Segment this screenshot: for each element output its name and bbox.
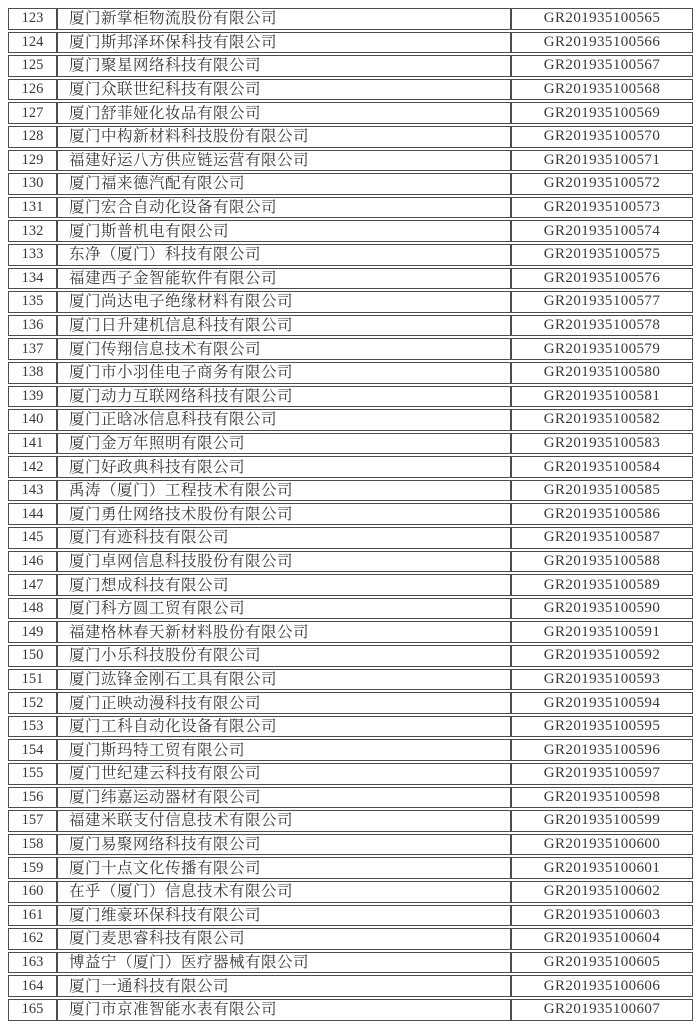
company-name-cell: 禹涛（厦门）工程技术有限公司 [57,480,511,502]
certificate-code-cell: GR201935100589 [511,574,693,596]
row-number-cell: 147 [8,574,57,596]
certificate-code-cell: GR201935100581 [511,386,693,408]
table-row [8,881,693,903]
row-number-cell: 156 [8,787,57,809]
certificate-code-cell: GR201935100600 [511,834,693,856]
row-number-cell: 134 [8,268,57,290]
certificate-code-cell: GR201935100578 [511,315,693,337]
company-name-cell: 厦门舒菲娅化妆品有限公司 [57,102,511,124]
company-name-cell: 福建西子金智能软件有限公司 [57,268,511,290]
company-name-cell: 厦门市京准智能水表有限公司 [57,999,511,1021]
certificate-code-cell: GR201935100588 [511,551,693,573]
row-number-cell: 154 [8,739,57,761]
company-name-cell: 厦门麦思睿科技有限公司 [57,928,511,950]
table-row [8,173,693,195]
company-name-cell: 厦门聚星网络科技有限公司 [57,55,511,77]
company-name-cell: 厦门想成科技有限公司 [57,574,511,596]
company-name-cell: 东净（厦门）科技有限公司 [57,244,511,266]
row-number-cell: 157 [8,810,57,832]
table-row [8,503,693,525]
company-name-cell: 厦门竑锋金刚石工具有限公司 [57,669,511,691]
certificate-code-cell: GR201935100567 [511,55,693,77]
certificate-code-cell: GR201935100596 [511,739,693,761]
company-certificate-table [8,6,693,1023]
table-row [8,102,693,124]
table-row [8,787,693,809]
certificate-code-cell: GR201935100569 [511,102,693,124]
table-row [8,362,693,384]
company-name-cell: 厦门日升建机信息科技有限公司 [57,315,511,337]
row-number-cell: 142 [8,456,57,478]
certificate-code-cell: GR201935100598 [511,787,693,809]
row-number-cell: 146 [8,551,57,573]
certificate-code-cell: GR201935100576 [511,268,693,290]
table-row [8,834,693,856]
company-name-cell: 厦门动力互联网络科技有限公司 [57,386,511,408]
row-number-cell: 161 [8,905,57,927]
table-row [8,952,693,974]
company-name-cell: 厦门众联世纪科技有限公司 [57,79,511,101]
row-number-cell: 153 [8,716,57,738]
row-number-cell: 155 [8,763,57,785]
certificate-code-cell: GR201935100597 [511,763,693,785]
row-number-cell: 158 [8,834,57,856]
table-row [8,456,693,478]
table-row [8,386,693,408]
row-number-cell: 150 [8,645,57,667]
company-name-cell: 厦门勇仕网络技术股份有限公司 [57,503,511,525]
company-name-cell: 厦门斯玛特工贸有限公司 [57,739,511,761]
certificate-code-cell: GR201935100580 [511,362,693,384]
company-name-cell: 厦门小乐科技股份有限公司 [57,645,511,667]
certificate-code-cell: GR201935100601 [511,857,693,879]
row-number-cell: 149 [8,621,57,643]
company-name-cell: 厦门福来德汽配有限公司 [57,173,511,195]
company-name-cell: 厦门好政典科技有限公司 [57,456,511,478]
row-number-cell: 143 [8,480,57,502]
row-number-cell: 124 [8,32,57,54]
company-name-cell: 厦门工科自动化设备有限公司 [57,716,511,738]
certificate-code-cell: GR201935100604 [511,928,693,950]
table-row [8,268,693,290]
table-row [8,197,693,219]
table-row [8,527,693,549]
certificate-code-cell: GR201935100586 [511,503,693,525]
table-row [8,739,693,761]
row-number-cell: 138 [8,362,57,384]
company-name-cell: 厦门易聚网络科技有限公司 [57,834,511,856]
certificate-code-cell: GR201935100605 [511,952,693,974]
row-number-cell: 127 [8,102,57,124]
company-name-cell: 厦门纬嘉运动器材有限公司 [57,787,511,809]
company-name-cell: 福建格林春天新材料股份有限公司 [57,621,511,643]
certificate-code-cell: GR201935100583 [511,433,693,455]
row-number-cell: 151 [8,669,57,691]
row-number-cell: 129 [8,150,57,172]
table-row [8,669,693,691]
row-number-cell: 160 [8,881,57,903]
company-name-cell: 厦门传翔信息技术有限公司 [57,338,511,360]
company-name-cell: 博益宁（厦门）医疗器械有限公司 [57,952,511,974]
table-row [8,126,693,148]
row-number-cell: 136 [8,315,57,337]
company-name-cell: 厦门正晗冰信息科技有限公司 [57,409,511,431]
row-number-cell: 137 [8,338,57,360]
table-row [8,763,693,785]
table-row [8,409,693,431]
table-row [8,220,693,242]
table-row [8,433,693,455]
table-row [8,291,693,313]
certificate-code-cell: GR201935100594 [511,692,693,714]
company-name-cell: 在乎（厦门）信息技术有限公司 [57,881,511,903]
certificate-code-cell: GR201935100590 [511,598,693,620]
company-name-cell: 厦门金万年照明有限公司 [57,433,511,455]
certificate-code-cell: GR201935100572 [511,173,693,195]
company-name-cell: 厦门宏合自动化设备有限公司 [57,197,511,219]
table-row [8,621,693,643]
table-row [8,55,693,77]
table-row [8,999,693,1021]
company-name-cell: 厦门中构新材料科技股份有限公司 [57,126,511,148]
certificate-code-cell: GR201935100577 [511,291,693,313]
table-row [8,338,693,360]
certificate-code-cell: GR201935100585 [511,480,693,502]
certificate-code-cell: GR201935100595 [511,716,693,738]
company-name-cell: 厦门斯普机电有限公司 [57,220,511,242]
row-number-cell: 128 [8,126,57,148]
table-body [8,8,693,1021]
row-number-cell: 145 [8,527,57,549]
row-number-cell: 125 [8,55,57,77]
certificate-code-cell: GR201935100579 [511,338,693,360]
row-number-cell: 133 [8,244,57,266]
certificate-code-cell: GR201935100573 [511,197,693,219]
table-row [8,480,693,502]
certificate-code-cell: GR201935100568 [511,79,693,101]
certificate-code-cell: GR201935100599 [511,810,693,832]
company-name-cell: 厦门科方圆工贸有限公司 [57,598,511,620]
table-row [8,315,693,337]
row-number-cell: 141 [8,433,57,455]
row-number-cell: 163 [8,952,57,974]
table-row [8,928,693,950]
table-row [8,645,693,667]
company-name-cell: 福建好运八方供应链运营有限公司 [57,150,511,172]
table-row [8,692,693,714]
certificate-code-cell: GR201935100603 [511,905,693,927]
table-row [8,244,693,266]
row-number-cell: 132 [8,220,57,242]
certificate-code-cell: GR201935100602 [511,881,693,903]
certificate-code-cell: GR201935100591 [511,621,693,643]
company-name-cell: 厦门斯邦泽环保科技有限公司 [57,32,511,54]
company-name-cell: 厦门正映动漫科技有限公司 [57,692,511,714]
row-number-cell: 152 [8,692,57,714]
table-row [8,79,693,101]
row-number-cell: 123 [8,8,57,30]
company-name-cell: 厦门一通科技有限公司 [57,975,511,997]
table-row [8,150,693,172]
table-row [8,905,693,927]
row-number-cell: 144 [8,503,57,525]
certificate-code-cell: GR201935100606 [511,975,693,997]
row-number-cell: 148 [8,598,57,620]
row-number-cell: 164 [8,975,57,997]
company-name-cell: 厦门市小羽佳电子商务有限公司 [57,362,511,384]
company-name-cell: 厦门世纪建云科技有限公司 [57,763,511,785]
row-number-cell: 126 [8,79,57,101]
certificate-code-cell: GR201935100582 [511,409,693,431]
row-number-cell: 162 [8,928,57,950]
company-name-cell: 厦门卓网信息科技股份有限公司 [57,551,511,573]
company-name-cell: 厦门十点文化传播有限公司 [57,857,511,879]
table-row [8,810,693,832]
table-row [8,975,693,997]
table-row [8,8,693,30]
certificate-code-cell: GR201935100575 [511,244,693,266]
row-number-cell: 165 [8,999,57,1021]
certificate-code-cell: GR201935100587 [511,527,693,549]
row-number-cell: 135 [8,291,57,313]
company-name-cell: 厦门尚达电子绝缘材料有限公司 [57,291,511,313]
row-number-cell: 130 [8,173,57,195]
table-row [8,32,693,54]
row-number-cell: 131 [8,197,57,219]
company-name-cell: 厦门新掌柜物流股份有限公司 [57,8,511,30]
certificate-code-cell: GR201935100574 [511,220,693,242]
table-row [8,574,693,596]
table-row [8,551,693,573]
certificate-code-cell: GR201935100593 [511,669,693,691]
certificate-code-cell: GR201935100570 [511,126,693,148]
company-name-cell: 福建米联支付信息技术有限公司 [57,810,511,832]
table-row [8,857,693,879]
row-number-cell: 159 [8,857,57,879]
certificate-code-cell: GR201935100566 [511,32,693,54]
table-row [8,716,693,738]
certificate-code-cell: GR201935100571 [511,150,693,172]
certificate-code-cell: GR201935100565 [511,8,693,30]
certificate-code-cell: GR201935100607 [511,999,693,1021]
company-name-cell: 厦门维豪环保科技有限公司 [57,905,511,927]
row-number-cell: 139 [8,386,57,408]
certificate-code-cell: GR201935100592 [511,645,693,667]
company-name-cell: 厦门有迹科技有限公司 [57,527,511,549]
row-number-cell: 140 [8,409,57,431]
table-row [8,598,693,620]
certificate-code-cell: GR201935100584 [511,456,693,478]
